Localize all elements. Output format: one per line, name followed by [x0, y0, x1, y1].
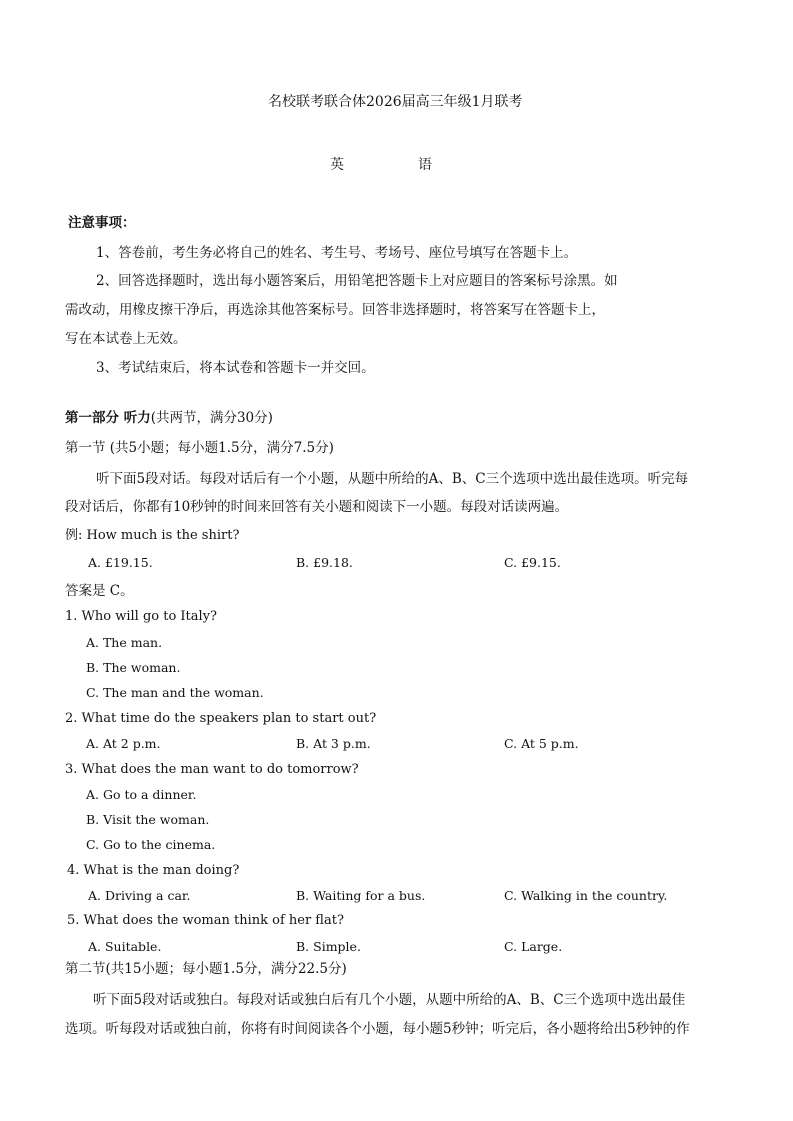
- q2-option-c: C. At 5 p.m.: [504, 736, 579, 751]
- question-5: 5. What does the woman think of her flat?: [67, 913, 344, 928]
- subject-char-1: 英: [330, 157, 344, 173]
- q1-option-a: A. The man.: [86, 635, 163, 650]
- q5-option-b: B. Simple.: [296, 939, 361, 954]
- notice-heading: 注意事项：: [68, 215, 136, 231]
- notice-item-2-line-2: 需改动，用橡皮擦干净后，再选涂其他答案标号。回答非选择题时，将答案写在答题卡上，: [65, 302, 605, 318]
- section2-instructions-line-2: 选项。听每段对话或独白前，你将有时间阅读各个小题，每小题5秒钟；听完后，各小题将给出5秒钟的作: [65, 1021, 690, 1037]
- notice-item-2-line-3: 写在本试卷上无效。: [65, 331, 187, 347]
- example-question: 例: How much is the shirt?: [65, 528, 240, 543]
- exam-title: 名校联考联合体2026届高三年级1月联考: [268, 94, 523, 110]
- q4-option-a: A. Driving a car.: [88, 888, 191, 903]
- q4-option-c: C. Walking in the country.: [504, 888, 668, 903]
- q3-option-c: C. Go to the cinema.: [86, 837, 216, 852]
- notice-item-1: 1、答卷前，考生务必将自己的姓名、考生号、考场号、座位号填写在答题卡上。: [96, 245, 578, 261]
- q3-option-a: A. Go to a dinner.: [86, 787, 197, 802]
- example-option-b: B. £9.18.: [296, 555, 353, 570]
- q2-option-a: A. At 2 p.m.: [86, 736, 161, 751]
- question-4: 4. What is the man doing?: [67, 863, 240, 878]
- section2-instructions-line-1: 听下面5段对话或独白。每段对话或独白后有几个小题，从题中所给的A、B、C三个选项中选出最佳: [93, 992, 686, 1008]
- notice-item-2-line-1: 2、回答选择题时，选出每小题答案后，用铅笔把答题卡上对应题目的答案标号涂黑。如: [96, 273, 618, 289]
- example-option-a: A. £19.15.: [88, 555, 153, 570]
- section1-instructions-line-2: 段对话后，你都有10秒钟的时间来回答有关小题和阅读下一小题。每段对话读两遍。: [65, 499, 569, 515]
- example-option-c: C. £9.15.: [504, 555, 561, 570]
- q2-option-b: B. At 3 p.m.: [296, 736, 371, 751]
- section1-heading: 第一节 (共5小题；每小题1.5分，满分7.5分): [65, 440, 334, 456]
- part1-heading-bold: 第一部分 听力: [65, 410, 151, 426]
- section2-heading: 第二节(共15小题；每小题1.5分，满分22.5分): [65, 961, 347, 977]
- q1-option-c: C. The man and the woman.: [86, 685, 264, 700]
- question-3: 3. What does the man want to do tomorrow?: [65, 762, 359, 777]
- q1-option-b: B. The woman.: [86, 660, 181, 675]
- part1-heading-rest: (共两节，满分30分): [150, 410, 273, 426]
- question-1: 1. Who will go to Italy?: [65, 609, 218, 624]
- q3-option-b: B. Visit the woman.: [86, 812, 210, 827]
- section1-instructions-line-1: 听下面5段对话。每段对话后有一个小题，从题中所给的A、B、C三个选项中选出最佳选项。听完每: [96, 471, 689, 487]
- notice-item-3: 3、考试结束后，将本试卷和答题卡一并交回。: [96, 360, 375, 376]
- example-answer: 答案是 C。: [65, 583, 134, 599]
- q4-option-b: B. Waiting for a bus.: [296, 888, 426, 903]
- q5-option-a: A. Suitable.: [88, 939, 162, 954]
- q5-option-c: C. Large.: [504, 939, 563, 954]
- question-2: 2. What time do the speakers plan to start out?: [65, 711, 377, 726]
- part1-heading: [65, 410, 273, 426]
- subject-char-2: 语: [418, 157, 432, 173]
